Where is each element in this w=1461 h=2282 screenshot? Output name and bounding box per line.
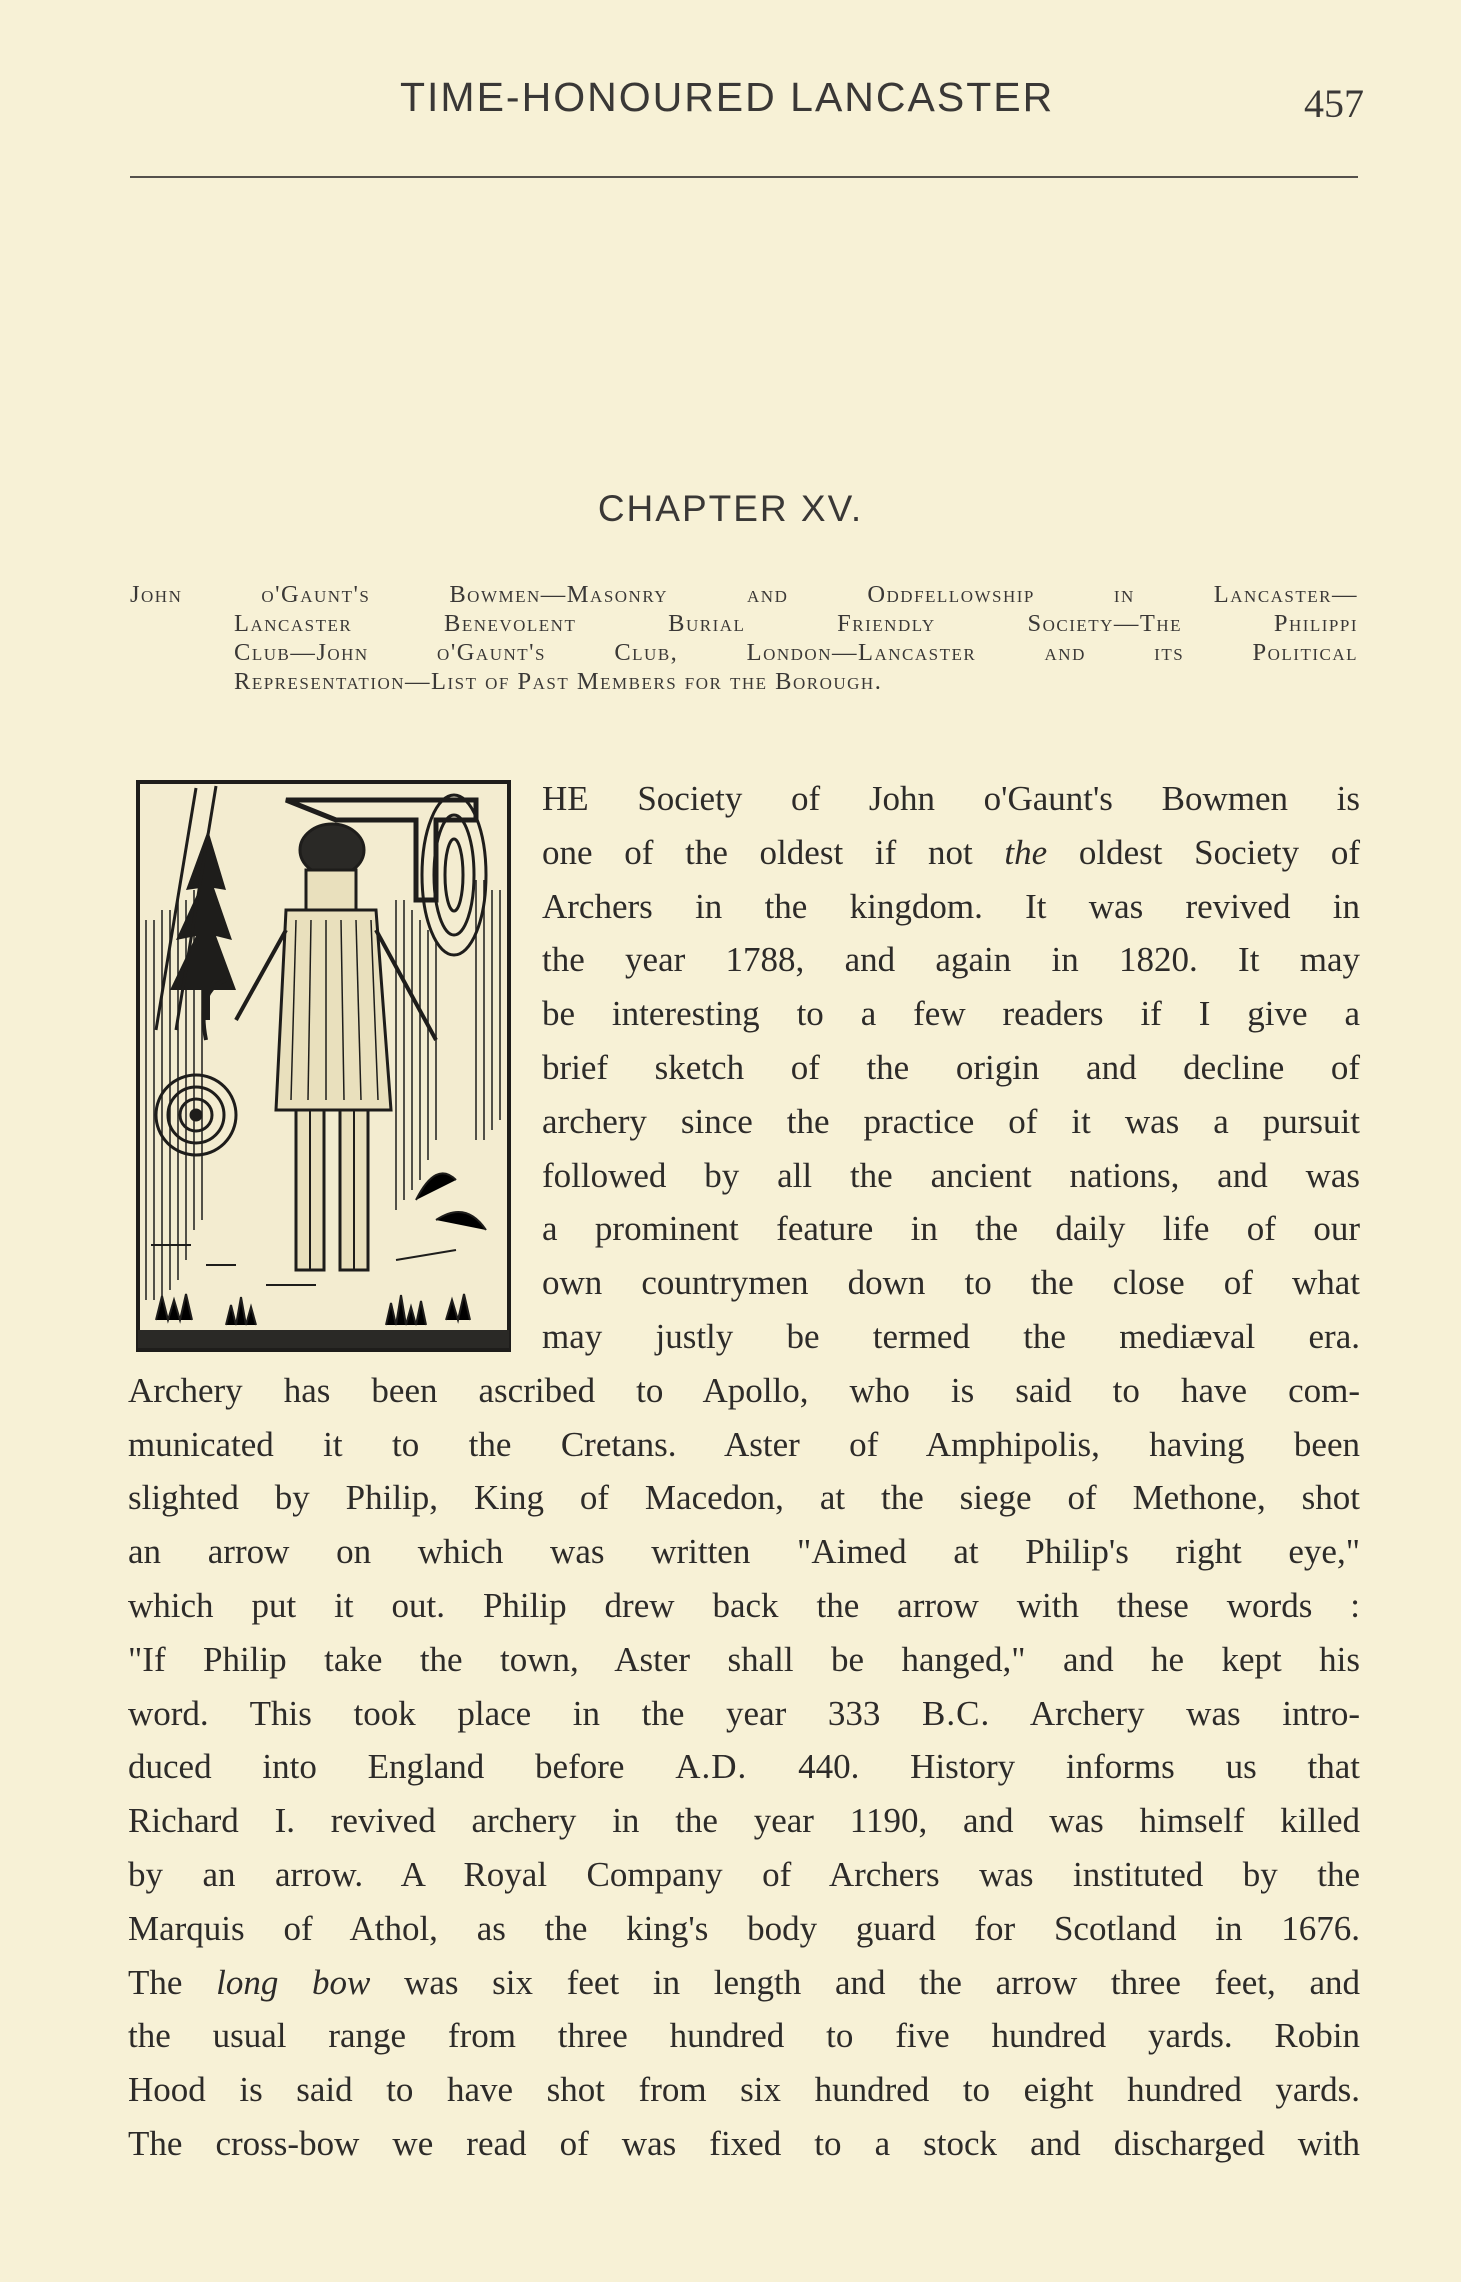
text-line: Archers in the kingdom. It was revived in bbox=[542, 886, 1360, 926]
running-title: TIME-HONOURED LANCASTER bbox=[400, 74, 1055, 120]
text-line: brief sketch of the origin and decline of bbox=[542, 1047, 1360, 1087]
text-line bbox=[542, 826, 1360, 880]
chapter-title: CHAPTER XV. bbox=[597, 488, 864, 529]
header-rule bbox=[130, 176, 1358, 178]
text-line: the year 1788, and again in 1820. It may bbox=[542, 940, 1360, 980]
page-number: 457 bbox=[1304, 81, 1364, 126]
text-line: Marquis of Athol, as the king's body guard for Scotland in 1676. bbox=[128, 1908, 1360, 1948]
text-line: municated it to the Cretans. Aster of Amphipolis, having been bbox=[128, 1424, 1360, 1464]
synopsis-line: Representation—List of Past Members for the Borough. bbox=[234, 668, 883, 695]
text-line: an arrow on which was written "Aimed at Philip's right eye," bbox=[128, 1532, 1360, 1572]
text-line: a prominent feature in the daily life of our bbox=[542, 1209, 1360, 1249]
text-line: by an arrow. A Royal Company of Archers was instituted by the bbox=[128, 1854, 1360, 1894]
synopsis-line: Lancaster Benevolent Burial Friendly Society—The Philippi bbox=[234, 610, 1358, 637]
text-span: was six feet in length and the arrow three feet, and bbox=[370, 1962, 1360, 2002]
emphasis-text: long bow bbox=[216, 1962, 371, 2002]
text-line: Richard I. revived archery in the year 1190, and was himself killed bbox=[128, 1801, 1360, 1841]
emphasis-text: the bbox=[1004, 832, 1048, 872]
text-line: which put it out. Philip drew back the arrow with these words : bbox=[128, 1585, 1360, 1625]
synopsis-line: Club—John o'Gaunt's Club, London—Lancaster and its Political bbox=[234, 639, 1358, 666]
text-span: The bbox=[128, 1962, 217, 2002]
text-line: slighted by Philip, King of Macedon, at the siege of Methone, shot bbox=[128, 1478, 1360, 1518]
text-line: may justly be termed the mediæval era. bbox=[542, 1316, 1360, 1356]
text-span: 440. History informs us that bbox=[747, 1747, 1360, 1787]
text-line: archery since the practice of it was a pursuit bbox=[542, 1101, 1360, 1141]
text-line: be interesting to a few readers if I give a bbox=[542, 994, 1360, 1034]
text-line: Hood is said to have shot from six hundred to eight hundred yards. bbox=[128, 2070, 1360, 2110]
text-line: HE Society of John o'Gaunt's Bowmen is bbox=[542, 779, 1360, 818]
text-line: Archery has been ascribed to Apollo, who is said to have com- bbox=[128, 1370, 1360, 1410]
text-line: "If Philip take the town, Aster shall be hanged," and he kept his bbox=[128, 1639, 1360, 1679]
text-line bbox=[128, 1687, 1360, 1741]
running-head bbox=[130, 70, 1364, 130]
text-span: oldest Society of bbox=[1047, 832, 1360, 872]
text-line: The cross-bow we read of was fixed to a stock and discharged with bbox=[128, 2123, 1360, 2163]
text-span: word. This took place in the year 333 bbox=[128, 1693, 922, 1733]
era-abbreviation: B.C. bbox=[922, 1693, 991, 1733]
text-span: duced into England before bbox=[128, 1747, 676, 1787]
chapter-synopsis bbox=[130, 580, 1358, 696]
body-text bbox=[128, 772, 1360, 2171]
text-line: own countrymen down to the close of what bbox=[542, 1263, 1360, 1303]
text-line: followed by all the ancient nations, and was bbox=[542, 1155, 1360, 1195]
text-span: Archery was intro- bbox=[990, 1693, 1360, 1733]
text-line: the usual range from three hundred to five hundred yards. Robin bbox=[128, 2016, 1360, 2056]
era-abbreviation: A.D. bbox=[675, 1747, 748, 1787]
text-line bbox=[128, 1740, 1360, 1794]
text-span: one of the oldest if not bbox=[542, 832, 1005, 872]
text-line bbox=[128, 1956, 1360, 2010]
synopsis-line: John o'Gaunt's Bowmen—Masonry and Oddfellowship in Lancaster— bbox=[130, 581, 1358, 608]
